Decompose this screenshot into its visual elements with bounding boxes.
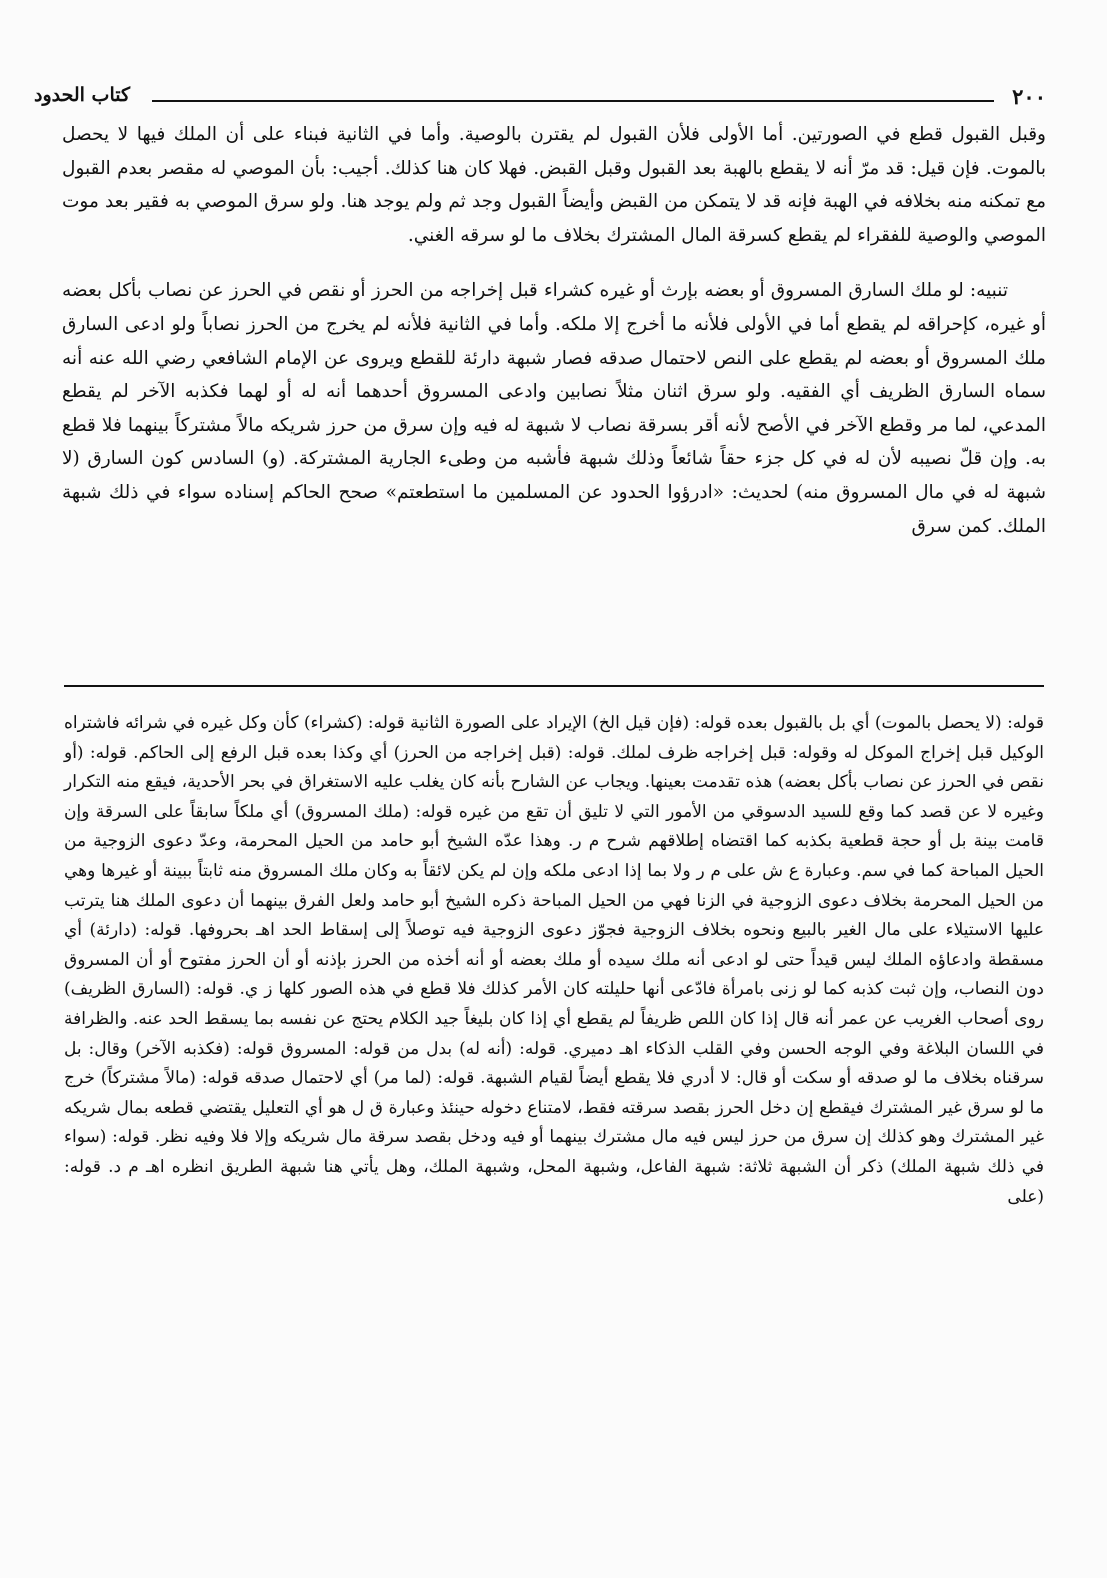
- page-number: ٢٠٠: [1012, 84, 1046, 109]
- main-paragraph: وقبل القبول قطع في الصورتين. أما الأولى فلأن القبول لم يقترن بالوصية. وأما في الثانية فبناء على أن الملك فيها لا يحصل بالموت. فإن قيل: قد مرّ أنه لا يقطع بالهبة بعد القبول وقبل القبض. فهلا كان هنا كذلك. أجيب: بأن الموصي له مقصر بعدم القبول مع تمكنه منه بخلافه في الهبة فإنه قد لا يتمكن من القبض وأيضاً القبول وجد ثم ولم يوجد هنا. ولو سرق الموصي به فقير بعد موت الموصي والوصية للفقراء لم يقطع كسرقة المال المشترك بخلاف ما لو سرقه الغني.: [62, 124, 1046, 246]
- footnotes: [64, 709, 1044, 1212]
- header-rule: [152, 100, 994, 102]
- footnote-text: قوله: (لا يحصل بالموت) أي بل بالقبول بعده قوله: (فإن قيل الخ) الإيراد على الصورة الثانية قوله: (كشراء) كأن وكل غيره في شرائه فاشتراه الوكيل قبل إخراج الموكل له وقوله: قبل إخراجه ظرف لملك. قوله: (قبل إخراجه من الحرز) أي وكذا بعده قبل الرفع إلى الحاكم. قوله: (أو نقص في الحرز عن نصاب بأكل بعضه) هذه تقدمت بعينها. ويجاب عن الشارح بأنه كان يغلب عليه الاستغراق في بحر الأحدية، فيقع منه التكرار وغيره لا عن قصد كما وقع للسيد الدسوقي من الأمور التي لا تليق أن تقع من غيره قوله: (ملك المسروق) أي ملكاً سابقاً على السرقة وإن قامت بينة بل أو حجة قطعية بكذبه كما اقتضاه إطلاقهم شرح م ر. وهذا عدّه الشيخ أبو حامد من الحيل المحرمة، وعدّ دعوى الزوجية من الحيل المباحة كما في سم. وعبارة ع ش على م ر ولا بما إذا ادعى ملكه وإن لم يكن لائقاً به وكان ملك المسروق منه ثابتاً ببينة أو غيرها وهي من الحيل المحرمة بخلاف دعوى الزوجية في الزنا فهي من الحيل المباحة ذكره الشيخ أبو حامد ولعل الفرق بينهما أن دعوى الملك هنا يترتب عليها الاستيلاء على مال الغير بالبيع ونحوه بخلاف الزوجية فجوّز دعوى الزوجية فيه توصلاً إلى إسقاط الحد اهـ بحروفها. قوله: (دارئة) أي مسقطة وادعاؤه الملك ليس قيداً حتى لو ادعى أنه ملك سيده أو ملك بعضه أو أنه أخذه من الحرز بإذنه أو أن الحرز مفتوح أو أن المسروق دون النصاب، وإن ثبت كذبه كما لو زنى بامرأة فادّعى أنها حليلته كان الأمر كذلك فلا قطع في هذه الصور كلها ز ي. قوله: (السارق الظريف) روى أصحاب الغريب عن عمر أنه قال إذا كان اللص ظريفاً لم يقطع أي إذا كان بليغاً جيد الكلام يحتج عن نفسه بما يسقط الحد عنه. والظرافة في اللسان البلاغة وفي الوجه الحسن وفي القلب الذكاء اهـ دميري. قوله: (أنه له) بدل من قوله: المسروق قوله: (فكذبه الآخر) وقال: بل سرقناه بخلاف ما لو صدقه أو سكت أو قال: لا أدري فلا يقطع أيضاً لقيام الشبهة. قوله: (لما مر) أي لاحتمال صدقه قوله: (مالاً مشتركاً) خرج ما لو سرق غير المشترك فيقطع إن دخل الحرز بقصد سرقته فقط، لامتناع دخوله حينئذ وعبارة ق ل هو أي التعليل يقتضي قطعه بمال شريكه غير المشترك وهو كذلك إن سرق من حرز ليس فيه مال مشترك بينهما أو فيه ودخل بقصد سرقة مال شريكه وإلا فلا وفيه نظر. قوله: (سواء في ذلك شبهة الملك) ذكر أن الشبهة ثلاثة: شبهة الفاعل، وشبهة المحل، وشبهة الملك، وهل يأتي هنا شبهة الطريق انظره اهـ م د. قوله: (على: [63, 713, 1044, 1207]
- main-text: [62, 118, 1046, 565]
- book-title: كتاب الحدود: [34, 84, 131, 106]
- page-header: [34, 84, 1046, 116]
- main-paragraph-tanbih: تنبيه: لو ملك السارق المسروق أو بعضه بإرث أو غيره كشراء قبل إخراجه من الحرز أو نقص في الحرز عن نصاب بأكل بعضه أو غيره، كإحراقه لم يقطع أما في الأولى فلأنه ما أخرج إلا ملكه. وأما في الثانية فلأنه لم يخرج من الحرز نصاباً ولو ادعى السارق ملك المسروق أو بعضه لم يقطع على النص لاحتمال صدقه فصار شبهة دارئة للقطع ويروى عن الإمام الشافعي رضي الله عنه أنه سماه السارق الظريف أي الفقيه. ولو سرق اثنان مثلاً نصابين وادعى المسروق أحدهما أنه له أو لهما فكذبه الآخر لم يقطع المدعي، لما مر وقطع الآخر في الأصح لأنه أقر بسرقة نصاب لا شبهة له فيه وإن سرق من حرز شريكه مالاً مشتركاً بينهما فلا قطع به. وإن قلّ نصيبه لأن له في كل جزء حقاً شائعاً وذلك شبهة فأشبه من وطىء الجارية المشتركة. (و) السادس كون السارق (لا شبهة له في مال المسروق منه) لحديث: «ادرؤوا الحدود عن المسلمين ما استطعتم» صحح الحاكم إسناده سواء في ذلك شبهة الملك. كمن سرق: [62, 280, 1046, 537]
- footnote-separator: [64, 685, 1044, 687]
